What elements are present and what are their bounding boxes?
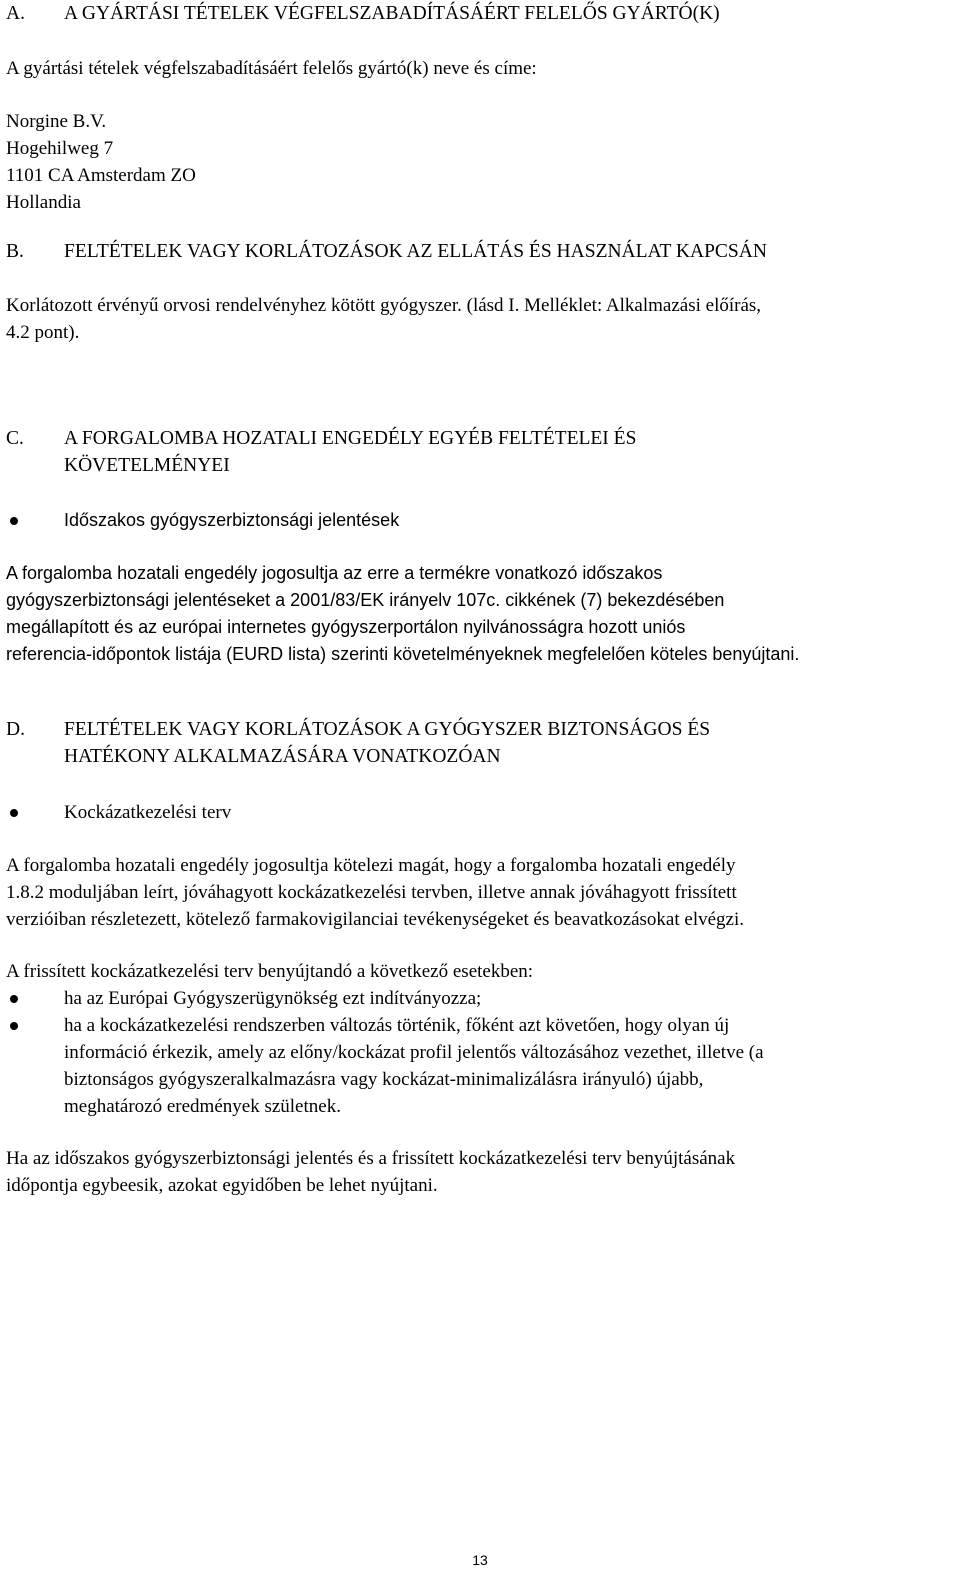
title-line: A FORGALOMBA HOZATALI ENGEDÉLY EGYÉB FELTÉTELEI ÉS — [64, 428, 637, 449]
section-b-letter: B. — [6, 241, 24, 262]
title-line: FELTÉTELEK VAGY KORLÁTOZÁSOK A GYÓGYSZER BIZTONSÁGOS ÉS — [64, 719, 711, 740]
list-item-line: biztonságos gyógyszeralkalmazásra vagy kockázat-minimalizálásra irányuló) újabb, — [64, 1069, 704, 1090]
text-line: gyógyszerbiztonsági jelentéseket a 2001/83/EK irányelv 107c. cikkének (7) bekezdésében — [6, 590, 725, 610]
list-item-text — [64, 1012, 956, 1120]
text-line: referencia-időpontok listája (EURD lista) szerinti követelményeknek megfelelően köteles benyújtani. — [6, 644, 800, 664]
section-d-heading — [6, 716, 956, 770]
section-a-letter: A. — [6, 3, 25, 24]
list-item-line: ha a kockázatkezelési rendszerben változás történik, főként azt követően, hogy olyan új — [64, 1015, 730, 1036]
section-d-paragraph-1 — [6, 852, 956, 933]
list-item-line: meghatározó eredmények születnek. — [64, 1096, 341, 1117]
text-line: időpontja egybeesik, azokat egyidőben be lehet nyújtani. — [6, 1175, 438, 1196]
section-d-paragraph-2-intro: A frissített kockázatkezelési terv benyújtandó a következő esetekben: — [6, 961, 534, 982]
bullet-icon — [10, 517, 18, 525]
page-number: 13 — [472, 1552, 488, 1568]
text-line: A forgalomba hozatali engedély jogosultja kötelezi magát, hogy a forgalomba hozatali engedély — [6, 855, 736, 876]
address-line: 1101 CA Amsterdam ZO — [6, 165, 196, 186]
text-line: megállapított és az európai internetes gyógyszerportálon nyilvánosságra hozott uniós — [6, 617, 686, 637]
bullet-icon — [10, 995, 18, 1003]
text-line: 4.2 pont). — [6, 322, 80, 343]
text-line: Ha az időszakos gyógyszerbiztonsági jelentés és a frissített kockázatkezelési terv benyújtásának — [6, 1148, 736, 1169]
section-d-bullet-heading — [6, 799, 956, 826]
list-item-line: információ érkezik, amely az előny/kockázat profil jelentős változásához vezethet, illetve (a — [64, 1042, 764, 1063]
section-d-letter: D. — [6, 719, 25, 740]
address-line: Hollandia — [6, 192, 81, 213]
section-d-paragraph-3 — [6, 1145, 956, 1199]
text-line: 1.8.2 moduljában leírt, jóváhagyott kockázatkezelési tervben, illetve annak jóváhagyott frissített — [6, 882, 737, 903]
address-line: Norgine B.V. — [6, 111, 107, 132]
list-item — [6, 985, 956, 1012]
title-line: HATÉKONY ALKALMAZÁSÁRA VONATKOZÓAN — [64, 746, 501, 767]
text-line: A forgalomba hozatali engedély jogosultja az erre a termékre vonatkozó időszakos — [6, 563, 663, 583]
bullet-icon — [10, 809, 18, 817]
section-b-heading — [6, 238, 956, 265]
section-b-text — [6, 292, 956, 346]
section-c-heading — [6, 425, 956, 479]
manufacturer-address — [6, 108, 956, 216]
bullet-icon — [10, 1022, 18, 1030]
section-d-title — [64, 716, 956, 770]
section-a-subtitle: A gyártási tételek végfelszabadításáért felelős gyártó(k) neve és címe: — [6, 58, 537, 79]
text-line: verzióiban részletezett, kötelező farmakovigilanciai tevékenységeket és beavatkozásokat elvégzi. — [6, 909, 745, 930]
section-b-title: FELTÉTELEK VAGY KORLÁTOZÁSOK AZ ELLÁTÁS ÉS HASZNÁLAT KAPCSÁN — [64, 241, 767, 262]
list-item-text — [64, 985, 956, 1012]
section-a-heading — [6, 0, 956, 27]
section-a-title: A GYÁRTÁSI TÉTELEK VÉGFELSZABADÍTÁSÁÉRT FELELŐS GYÁRTÓ(K) — [64, 3, 720, 24]
section-c-bullet-heading — [6, 507, 956, 534]
address-line: Hogehilweg 7 — [6, 138, 114, 159]
section-c-letter: C. — [6, 428, 24, 449]
text-line: Korlátozott érvényű orvosi rendelvényhez kötött gyógyszer. (lásd I. Melléklet: Alkalmazási előírás, — [6, 295, 762, 316]
section-c-title — [64, 425, 956, 479]
section-c-text — [6, 560, 956, 668]
title-line: KÖVETELMÉNYEI — [64, 455, 230, 476]
bullet-heading-text: Időszakos gyógyszerbiztonsági jelentések — [64, 510, 400, 530]
bullet-heading-text: Kockázatkezelési terv — [64, 802, 232, 823]
list-item — [6, 1012, 956, 1120]
list-item-line: ha az Európai Gyógyszerügynökség ezt indítványozza; — [64, 988, 482, 1009]
